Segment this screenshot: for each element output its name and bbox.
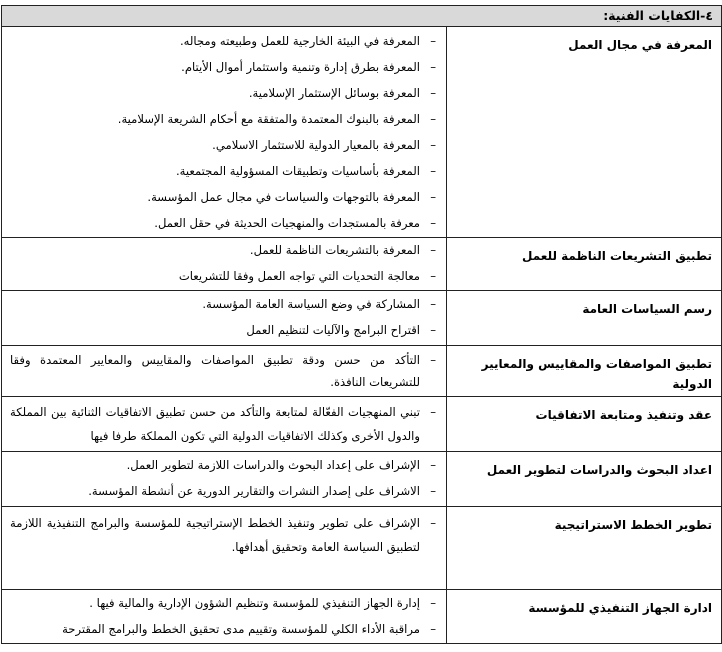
competency-category: المعرفة في مجال العمل — [447, 27, 722, 238]
competency-category: اعداد البحوث والدراسات لتطوير العمل — [447, 452, 722, 507]
competency-row — [2, 397, 722, 452]
competency-item: – اقتراح البرامج والآليات لتنظيم العمل — [10, 321, 446, 339]
competency-item: – المعرفة بالمعيار الدولية للاستثمار الاسلامي. — [10, 136, 446, 154]
competency-item: – مراقبة الأداء الكلي للمؤسسة وتقييم مدى تحقيق الخطط والبرامج المقترحة — [10, 620, 446, 638]
competency-row — [2, 291, 722, 346]
competency-item: – المعرفة في البيئة الخارجية للعمل وطبيعته ومجاله. — [10, 32, 446, 50]
competency-item: – المشاركة في وضع السياسة العامة المؤسسة. — [10, 295, 446, 313]
competency-item: – معالجة التحديات التي تواجه العمل وفقا للتشريعات — [10, 267, 446, 285]
competency-item: – المعرفة بأساسيات وتطبيقات المسؤولية المجتمعية. — [10, 162, 446, 180]
competency-item: – المعرفة بالتشريعات الناظمة للعمل. — [10, 241, 446, 259]
competency-items — [2, 238, 447, 291]
competency-row — [2, 590, 722, 644]
competency-category: تطبيق المواصفات والمقاييس والمعايير الدولية — [447, 346, 722, 397]
section-header-row — [2, 6, 722, 27]
competency-row — [2, 238, 722, 291]
competency-category: عقد وتنفيذ ومتابعة الاتفاقيات — [447, 397, 722, 452]
competency-items — [2, 590, 447, 644]
competency-item: – التأكد من حسن ودقة تطبيق المواصفات والمقاييس والمعايير المعتمدة وفقا للتشريعات النافذة. — [10, 349, 446, 393]
technical-competencies-table — [1, 5, 722, 644]
section-title: ٤-الكفايات الفنية: — [2, 6, 722, 27]
competency-items — [2, 291, 447, 346]
competency-row — [2, 27, 722, 238]
competency-item: – تبني المنهجيات الفعّالة لمتابعة والتأكد من حسن تطبيق الاتفاقيات الثنائية بين المملكة والدول الأخرى وكذلك الاتفاقيات الدولية التي تكون المملكة طرفا فيها — [10, 400, 446, 448]
competency-category: ادارة الجهاز التنفيذي للمؤسسة — [447, 590, 722, 644]
competency-items — [2, 452, 447, 507]
competency-item: – معرفة بالمستجدات والمنهجيات الحديثة في حقل العمل. — [10, 214, 446, 232]
competency-category: تطبيق التشريعات الناظمة للعمل — [447, 238, 722, 291]
competency-item: – المعرفة بالتوجهات والسياسات في مجال عمل المؤسسة. — [10, 188, 446, 206]
competency-items — [2, 27, 447, 238]
competency-row — [2, 452, 722, 507]
competency-category: رسم السياسات العامة — [447, 291, 722, 346]
competency-item: – المعرفة بالبنوك المعتمدة والمتفقة مع أحكام الشريعة الإسلامية. — [10, 110, 446, 128]
competency-category: تطوير الخطط الاستراتيجية — [447, 507, 722, 590]
competency-items — [2, 346, 447, 397]
competency-item: – الاشراف على إصدار النشرات والتقارير الدورية عن أنشطة المؤسسة. — [10, 482, 446, 500]
competency-item: – المعرفة بوسائل الإستثمار الإسلامية. — [10, 84, 446, 102]
competency-item: – المعرفة بطرق إدارة وتنمية واستثمار أموال الأيتام. — [10, 58, 446, 76]
competency-row — [2, 346, 722, 397]
competency-row — [2, 507, 722, 590]
competency-items — [2, 397, 447, 452]
competency-item: – إدارة الجهاز التنفيذي للمؤسسة وتنظيم الشؤون الإدارية والمالية فيها . — [10, 594, 446, 612]
competency-items — [2, 507, 447, 590]
competency-item: – الإشراف على إعداد البحوث والدراسات اللازمة لتطوير العمل. — [10, 456, 446, 474]
competency-item: – الإشراف على تطوير وتنفيذ الخطط الإستراتيجية للمؤسسة والبرامج التنفيذية اللازمة لتطبيق السياسة العامة وتحقيق أهدافها. — [10, 511, 446, 559]
